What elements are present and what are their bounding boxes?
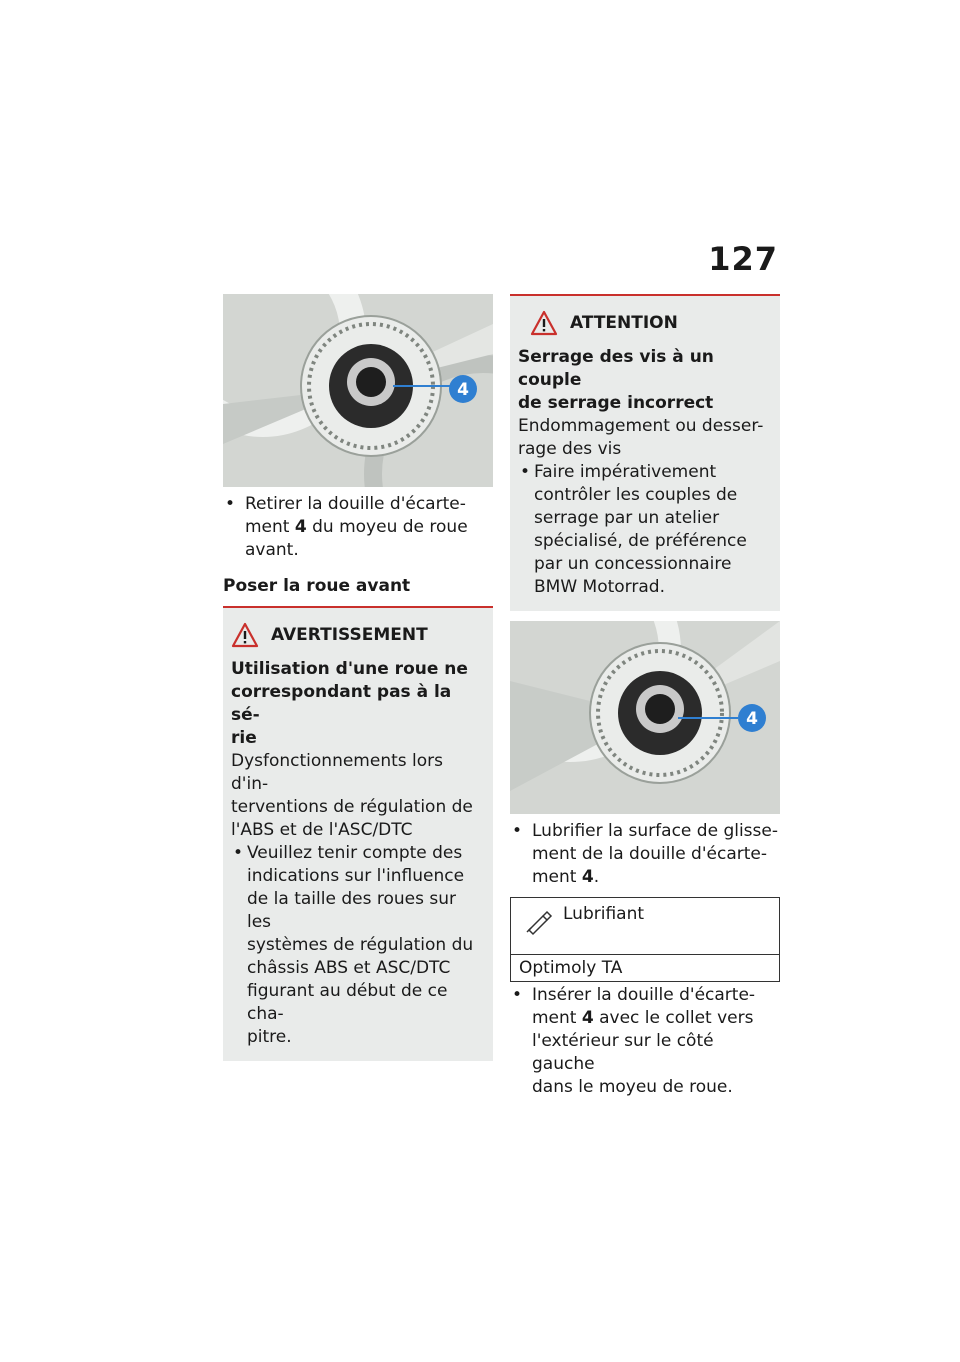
wheel-hub-photo-left — [223, 294, 493, 487]
step-insert-spacer: • Insérer la douille d'écarte- ment 4 avec le collet vers l'extérieur sur le côté gauche dans le moyeu de roue. — [512, 985, 756, 1097]
callout-4-label: 4 — [746, 709, 758, 729]
lubricant-label: Lubrifiant — [563, 904, 645, 924]
attention-cause: Serrage des vis à un couple de serrage incorrect — [518, 347, 714, 413]
right-column — [510, 294, 780, 1099]
lubricant-table — [510, 897, 780, 982]
warning-action: • Veuillez tenir compte des indications sur l'influence de la taille des roues sur les systèmes de régulation du châssis ABS et ASC/DTC figurant au début de ce cha- pitre. — [233, 843, 474, 1047]
page-number: 127 — [708, 240, 778, 278]
grease-gun-icon — [525, 908, 553, 936]
attention-title: ATTENTION — [570, 312, 678, 333]
warning-title: AVERTISSEMENT — [271, 624, 428, 645]
wheel-hub-photo-right — [510, 621, 780, 814]
warning-cause: Utilisation d'une roue ne correspondant pas à la sé- rie — [231, 659, 468, 748]
section-heading: Poser la roue avant — [223, 576, 411, 596]
step-lubricate: • Lubrifier la surface de glisse- ment de la douille d'écarte- ment 4. — [512, 821, 778, 887]
left-column — [223, 294, 493, 1061]
warning-triangle-icon — [231, 622, 259, 648]
attention-action: • Faire impérativement contrôler les couples de serrage par un atelier spécialisé, de préférence par un concessionnaire BMW Motorrad. — [520, 462, 747, 597]
lubricant-value: Optimoly TA — [519, 958, 623, 978]
warning-effect: Dysfonctionnements lors d'in- terventions de régulation de l'ABS et de l'ASC/DTC — [231, 751, 473, 840]
warning-box — [223, 606, 493, 1061]
attention-triangle-icon — [530, 310, 558, 336]
attention-box — [510, 294, 780, 611]
callout-4-label: 4 — [457, 380, 469, 400]
step-remove-spacer: • Retirer la douille d'écarte- ment 4 du moyeu de roue avant. — [225, 494, 468, 560]
attention-effect: Endommagement ou desser- rage des vis — [518, 416, 764, 459]
